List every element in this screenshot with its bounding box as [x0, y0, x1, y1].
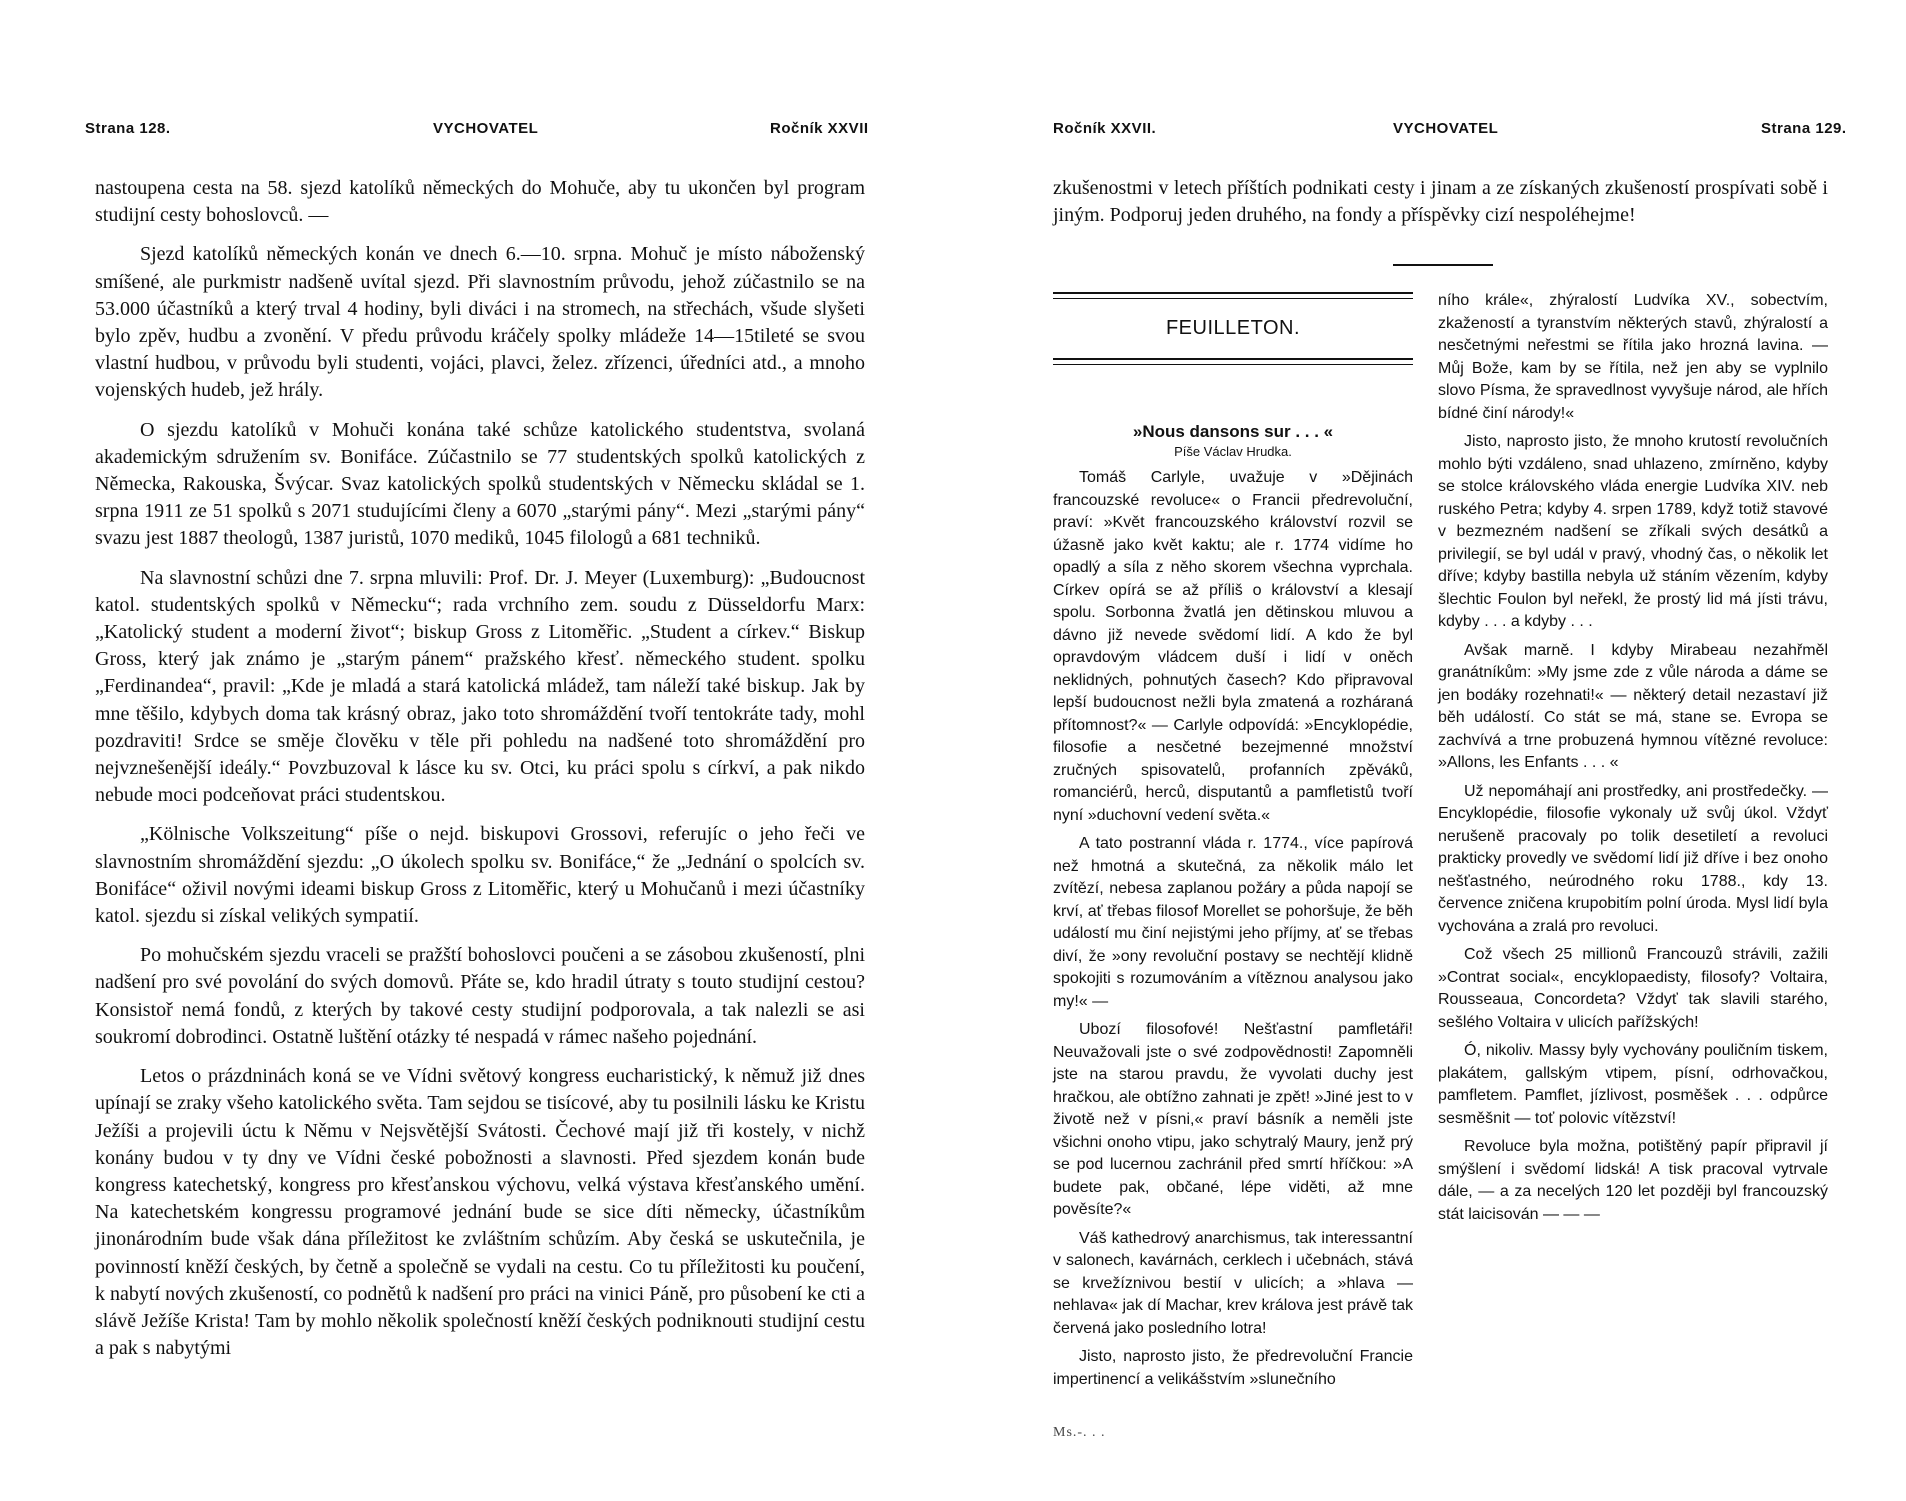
paragraph: nastoupena cesta na 58. sjezd katolíků německých do Mohuče, aby tu ukončen byl program studijní cesty bohoslovců. — — [95, 177, 865, 227]
feuilleton-column-1 — [1053, 414, 1413, 1397]
paragraph: zkušenostmi v letech příštích podnikati cesty i jinam a ze získaných zkušeností prospívati sobě i jiným. Podporuj jeden druhého, na fondy a příspěvky cizí nespoléhejme! — [1053, 177, 1828, 226]
paragraph: Jisto, naprosto jisto, že předrevoluční Francie impertinencí a velikášstvím »slunečního — [1053, 1348, 1413, 1388]
paragraph: Už nepomáhají ani prostředky, ani prostředečky. — Encyklopédie, filosofie vykonaly už svůj úkol. Vždyť nerušeně pracovaly po tolik desetiletí a revoluci prakticky provedly ve svědomí lidí již dříve i bez onoho nešťastného, neúrodného roku 1788., kdy 13. července zničena krupobitím polní úroda. Mysl lidí byla vychována a zralá pro revoluci. — [1438, 782, 1828, 935]
article-author: Píše Václav Hrudka. — [1174, 444, 1292, 459]
continued-text — [1053, 175, 1828, 229]
left-text-column — [95, 175, 865, 1374]
paragraph: „Kölnische Volkszeitung“ píše o nejd. biskupovi Grossovi, referujíc o jeho řeči ve slavnostním shromáždění sjezdu: „O úkolech spolku sv. Bonifáce,“ že „Jednání o spolcích sv. Bonifáce“ oživil novými ideami biskup Gross z Litoměřic, který u Mohučanů i mezi účastníky katol. sjezdu si získal velikých sympatií. — [95, 823, 865, 928]
section-divider — [1393, 264, 1493, 266]
feuilleton-label: FEUILLETON. — [1165, 317, 1301, 339]
journal-title-right: VYCHOVATEL — [1393, 120, 1499, 137]
volume-left: Ročník XXVII — [770, 120, 869, 137]
paragraph: Avšak marně. I kdyby Mirabeau nezahřměl granátníkům: »My jsme zde z vůle národa a dáme se jen bodáky rozehnati!« — některý detail nezastaví již běh událostí. Co stát se má, stane se. Evropa se zachvívá a trne probuzená hymnou vítězné revoluce: »Allons, les Enfants . . . « — [1438, 641, 1828, 771]
feuilleton-column-2 — [1438, 290, 1828, 1232]
printer-mark: Ms.-. . . — [1053, 1425, 1106, 1440]
paragraph: Sjezd katolíků německých konán ve dnech 6.—10. srpna. Mohuč je místo náboženský smíšené, ale purkmistr nadšeně uvítal sjezd. Při slavnostním průvodu, jehož zúčastnilo se na 53.000 účastníků a který trval 4 hodiny, byli diváci i na stromech, na střechách, všude slyšeti bylo zpěv, hudbu a zvonění. V předu průvodu kráčely spolky mládeže 14—15tileté se svou vlastní hudbou, v průvodu byli studenti, vojáci, plavci, želez. zřízenci, úředníci atd., a mnoho vojenských hudeb, jež hrály. — [95, 243, 865, 402]
page-number-right: Strana 129. — [1761, 120, 1847, 137]
paragraph: Jisto, naprosto jisto, že mnoho krutostí revolučních mohlo býti vzdáleno, snad uhlazeno, zmírněno, kdyby se stolce královského vláda energie Ludvíka XIV. neb ruského Petra; kdyby 4. srpen 1789, když totiž stavové v bezmezném nadšení se zříkali svých desátků a privilegií, se byl udál v pravý, vhodný čas, o několik let dříve; kdyby bastilla nebyla už stáním vězením, kdyby šlechtic Foulon byl neřekl, že prostý lid má jísti trávu, kdyby . . . a kdyby . . . — [1438, 433, 1828, 630]
paragraph: Váš kathedrový anarchismus, tak interessantní v salonech, kavárnách, cerklech i učebnách, stává se krvežíznivou bestií v ulicích; a »hlava — nehlava« jak dí Machar, krev králova jest právě tak červená jako posledního lotra! — [1053, 1229, 1413, 1337]
double-rule — [1053, 292, 1413, 299]
paragraph: Na slavnostní schůzi dne 7. srpna mluvili: Prof. Dr. J. Meyer (Luxemburg): „Budoucnost katol. studentských spolků v Německu“; rada vrchního zem. soudu z Düsseldorfu Marx: „Katolický student a moderní život“; biskup Gross z Litoměřic. „Student a církev.“ Biskup Gross, který jak známo je „starým pánem“ pražského křesť. německého student. spolku „Ferdinandea“, pravil: „Kde je mladá a stará katolická mládež, tam náleží také biskup. Jak by mne těšilo, kdybych doma tak krásný obraz, jako toto shromáždění tvoří tentokráte tady, mohl pozdraviti! Srdce se směje člověku v těle při pohledu na nadšené toto shromáždění pro nejvznešenější ideály.“ Povzbuzoval k lásce ku sv. Otci, ku práci spolu s církví, a pak nikdo nebude moci podceňovat práci studentskou. — [95, 566, 865, 807]
paragraph: Letos o prázdninách koná se ve Vídni světový kongress eucharistický, k němuž již dnes upínají se zraky všeho katolického světa. Tam sejdou se tisícové, aby tu posilnili lásku ke Kristu Ježíši a projevili úctu k Němu v Nejsvětější Svátosti. Čechové mají již tři kostely, v nichž konány budou v ty dny ve Vídni české pobožnosti a slavnosti. Před sjezdem konán bude kongress katechetský, kongress pro křesťanskou výchovu, velká výstava křesťanského umění. Na katechetském kongressu programové jednání bude se sice díti německy, účastníkům jinonárodním bude však dána příležitost ke zvláštním schůzím. Aby česká se uskutečnila, je povinností kněží českých, by četně a společně se vydali na cestu. Co tu příležitosti ku poučení, k nabytí nových zkušeností, co podnětů k nadšení pro práci na vinici Páně, pro působení ke cti a slávě Ježíše Krista! Tam by mohlo několik společností kněží českých podniknouti studijní cestu a pak s nabytými — [95, 1065, 865, 1360]
paragraph: Po mohučském sjezdu vraceli se pražští bohoslovci poučeni a se zásobou zkušeností, plni nadšení pro své povolání do svých domovů. Přáte se, kdo hradil útraty s touto studijní cestou? Konsistoř nemá fondů, z kterých by takové cesty studijní podporovala, a tak nalezli se asi soukromí dobrodinci. Ostatně luštění otázky té nespadá v rámec našeho pojednání. — [95, 944, 865, 1048]
paragraph: Ó, nikoliv. Massy byly vychovány pouličním tiskem, plakátem, gallským vtipem, písní, odrhovačkou, pamfletem. Pamflet, jízlivost, posměšek . . . odpůrce sesměšnit — toť polovic vítězství! — [1438, 1042, 1828, 1127]
article-title: »Nous dansons sur . . . « — [1132, 422, 1334, 441]
double-rule — [1053, 358, 1413, 365]
paragraph: A tato postranní vláda r. 1774., více papírová než hmotná a skutečná, za několik málo let zvítězí, nebesa zaplanou požáry a půda napojí se krví, ať třebas filosof Morellet se pohoršuje, že běh událostí mu činí nejistými jeho příjmy, ať se třebas diví, že »ony revoluční postavy se nechtějí klidně spokojiti s rozumováním a vítěznou analysou jako my!« — — [1053, 835, 1413, 1010]
paragraph: Revoluce byla možna, potištěný papír připravil jí smýšlení i svědomí lidská! A tisk pracoval vytrvale dále, — a za necelých 120 let později byl francouzský stát laicisován — — — — [1438, 1138, 1828, 1223]
page-number-left: Strana 128. — [85, 120, 171, 137]
paragraph: Což všech 25 millionů Francouzů strávili, zažili »Contrat social«, encyklopaedisty, filosofy? Voltaira, Rousseaua, Concordeta? Vždyť tak slavili starého, sešlého Voltaira v ulicích pařížských! — [1438, 946, 1828, 1031]
feuilleton-header — [1053, 292, 1413, 365]
volume-right: Ročník XXVII. — [1053, 120, 1157, 137]
paragraph: ního krále«, zhýralostí Ludvíka XV., sobectvím, zkažeností a tyranstvím některých stavů, zhýralostí a nesčetnými neřestmi se řítila jako hrozná lavina. — Můj Bože, kam by se řítila, než jen aby se vyplnilo slovo Písma, že spravedlnost vyvyšuje národ, ale hřích bídné činí národy!« — [1438, 292, 1828, 422]
paragraph: O sjezdu katolíků v Mohuči konána také schůze katolického studentstva, svolaná akademickým sdružením sv. Bonifáce. Zúčastnilo se 77 studentských spolků katolických z Německa, Rakouska, Švýcar. Svaz katolických spolků studentských v Německu skládal se 1. srpna 1911 ze 51 spolků s 2071 studujícími členy a 6070 „starými pány“. Mezi „starými pány“ svazu jest 1887 theologů, 1387 juristů, 1070 mediků, 1045 filologů a 681 techniků. — [95, 418, 865, 550]
journal-title-left: VYCHOVATEL — [433, 120, 539, 137]
paragraph: Ubozí filosofové! Nešťastní pamfletáři! Neuvažovali jste o své zodpovědnosti! Zapomněli jste na starou pravdu, že vyvolati duchy jest hračkou, ale obtížno zahnati je zpět! »Jiné jest to v životě než v písni,« praví básník a neměli jste všichni onoho vtipu, jako schytralý Maury, jenž prý se pod lucernou zachránil před smrtí hříčkou: »A budete pak, občané, lépe viděti, až mne pověsíte?« — [1053, 1021, 1413, 1218]
right-page — [953, 0, 1906, 1501]
paragraph: Tomáš Carlyle, uvažuje v »Dějinách francouzské revoluce« o Francii předrevoluční, praví: »Květ francouzského království rozvil se úžasně jako květ kaktu; ale r. 1774 vidíme ho opadlý a síla z něho skorem všechna vyprchala. Církev opírá se až příliš o království a klesají spolu. Sorbonna žvatlá jen dětinskou mluvou a dávno již nevede svědomí lidí. A kdo že byl opravdovým vládcem duší i lidí v oněch neklidných, pohnutých časech? Kdo připravoval lepší budoucnost nežli byla zmatená a rozháraná přítomnost?« — Carlyle odpovídá: »Encyklopédie, filosofie a nesčetné bezejmenné množství zručných spisovatelů, profanních zpěváků, romanciérů, herců, disputantů a pamfletistů tvoří nyní »duchovní vedení světa.« — [1053, 469, 1413, 824]
